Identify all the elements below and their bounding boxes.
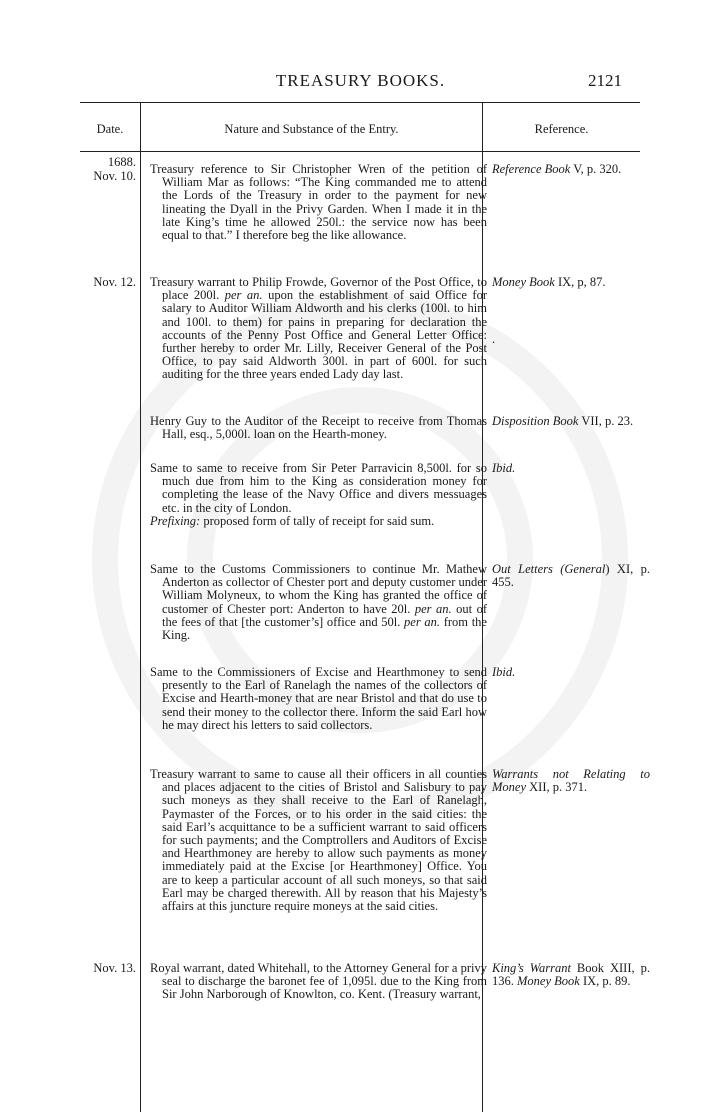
reference-page: XII, p. 371. — [526, 780, 588, 795]
entry-prefix — [150, 513, 487, 528]
page-number: 2121 — [588, 71, 622, 90]
entry-text — [150, 276, 487, 382]
date-year: 1688. — [107, 155, 136, 169]
date-cell: Nov. 13. — [93, 961, 136, 975]
entry-text — [150, 563, 487, 642]
column-header-nature: Nature and Substance of the Entry. — [224, 122, 399, 136]
entry-text-italic: per an. — [404, 614, 441, 629]
entry-text-part: Same to the Customs Commissioners to continue Mr. Mathew Anderton as collector of Chester port and deputy customer under William Molyneux, to whom the King has granted the office of customer of Chester port: Anderton to have 20l. — [150, 562, 487, 616]
reference-cell — [492, 415, 650, 428]
entry-text-part: from the King. — [162, 614, 487, 643]
prefix-text: proposed form of tally of receipt for said sum. — [200, 513, 435, 528]
reference-cell — [492, 666, 650, 679]
reference-cell — [492, 462, 650, 475]
entry-text-part: upon the establishment of said Office for salary to Auditor William Aldworth and his clerks (100l. to him and 100l. to them) for pains in preparing for declaration the accounts of the Penny Post Office and General Letter Office: further hereby to order Mr. Lilly, Receiver General of the Post Office, to pay said Aldworth 300l. in part of 600l. for such auditing for the three years ended Lady day last. — [162, 288, 487, 382]
reference-book: Ibid. — [492, 461, 516, 475]
column-header-reference: Reference. — [534, 122, 589, 136]
column-divider-1 — [140, 102, 141, 1112]
reference-page: Book XIII, p. 136. — [492, 961, 650, 989]
entry-text: Henry Guy to the Auditor of the Receipt to receive from Thomas Hall, esq., 5,000l. loan on the Hearth-money. — [150, 414, 487, 442]
prefix-label: Prefixing: — [150, 513, 201, 528]
reference-cell — [492, 276, 650, 289]
entry-text: Same to the Commissioners of Excise and Hearthmoney to send presently to the Earl of Ranelagh the names of the collectors of Excise and Hearth-money that are near Bristol and that do use to send their money to the collector there. Inform the said Earl how he may direct his letters to said collectors. — [150, 665, 487, 732]
reference-book: Warrants not Relating to Money — [492, 767, 650, 795]
reference-page: ) XI, p. 455. — [492, 562, 650, 590]
entry-text-italic: per an. — [414, 601, 452, 616]
entry-text-part: Treasury warrant to Philip Frowde, Governor of the Post Office, to place 200l. — [150, 275, 487, 303]
reference-cell — [492, 563, 650, 589]
running-title: TREASURY BOOKS. — [275, 71, 446, 90]
reference-book: Reference Book — [492, 162, 571, 176]
reference-book: Disposition Book — [492, 414, 579, 428]
entry-text: Treasury reference to Sir Christopher Wren of the petition of William Mar as follows: “The King commanded me to attend the Lords of the Treasury in order to the payment for new lineating the Dyall in the Privy Garden. When I made it in the late King’s time he allowed 250l.: the service now has been equal to that.” I therefore beg the like allowance. — [150, 162, 487, 243]
table-top-rule — [80, 102, 640, 103]
reference-book: King’s Warrant — [492, 961, 571, 975]
reference-cell — [492, 768, 650, 794]
table-header-rule — [80, 151, 640, 152]
reference-page: IX, p. 89. — [579, 974, 631, 989]
entry-text: Royal warrant, dated Whitehall, to the Attorney General for a privy seal to discharge the baronet fee of 1,095l. due to the King from Sir John Narborough of Knowlton, co. Kent. (Treasury warrant, — [150, 961, 487, 1002]
entry-text: Treasury warrant to same to cause all their officers in all counties and places adjacent to the cities of Bristol and Salisbury to pay such moneys as they shall receive to the Earl of Ranelagh, Paymaster of the Forces, or to his order in the said cities: the said Earl’s acquittance to be a sufficient warrant to said officers for such payments; and the Comptrollers and Auditors of Excise and Hearthmoney are hereby to allow such payments as money immediately paid at the Excise [or Hearthmoney] Office. You are to keep a particular account of all such moneys, so that said Earl may be charged therewith. All by reason that his Majesty’s affairs at this juncture require moneys at the said cities. — [150, 767, 487, 914]
reference-page: V, p. 320. — [570, 162, 622, 176]
entry-text-italic: per an. — [224, 288, 263, 303]
reference-book: Ibid. — [492, 665, 516, 679]
entry-text-part: out of the fees of that [the customer’s] office and 50l. — [162, 601, 487, 629]
date-cell: Nov. 10. — [93, 169, 136, 183]
stray-mark: . — [492, 332, 496, 346]
column-header-date: Date. — [96, 122, 124, 136]
date-cell: Nov. 12. — [93, 275, 136, 289]
entry-text-part: Same to same to receive from Sir Peter Parravicin 8,500l. for so much due from him to the King as consideration money for completing the lease of the Navy Office and divers messuages etc. in the city of London. — [150, 461, 487, 515]
reference-book: Out Letters ( — [492, 562, 565, 576]
reference-book: Money Book — [492, 275, 555, 289]
entry-text — [150, 462, 487, 528]
reference-page: VII, p. 23. — [578, 414, 634, 428]
reference-page: IX, p, 87. — [554, 275, 606, 289]
reference-cell — [492, 962, 650, 988]
reference-cell — [492, 163, 650, 176]
reference-book: Money Book — [517, 974, 580, 989]
reference-italic: General — [564, 562, 606, 576]
